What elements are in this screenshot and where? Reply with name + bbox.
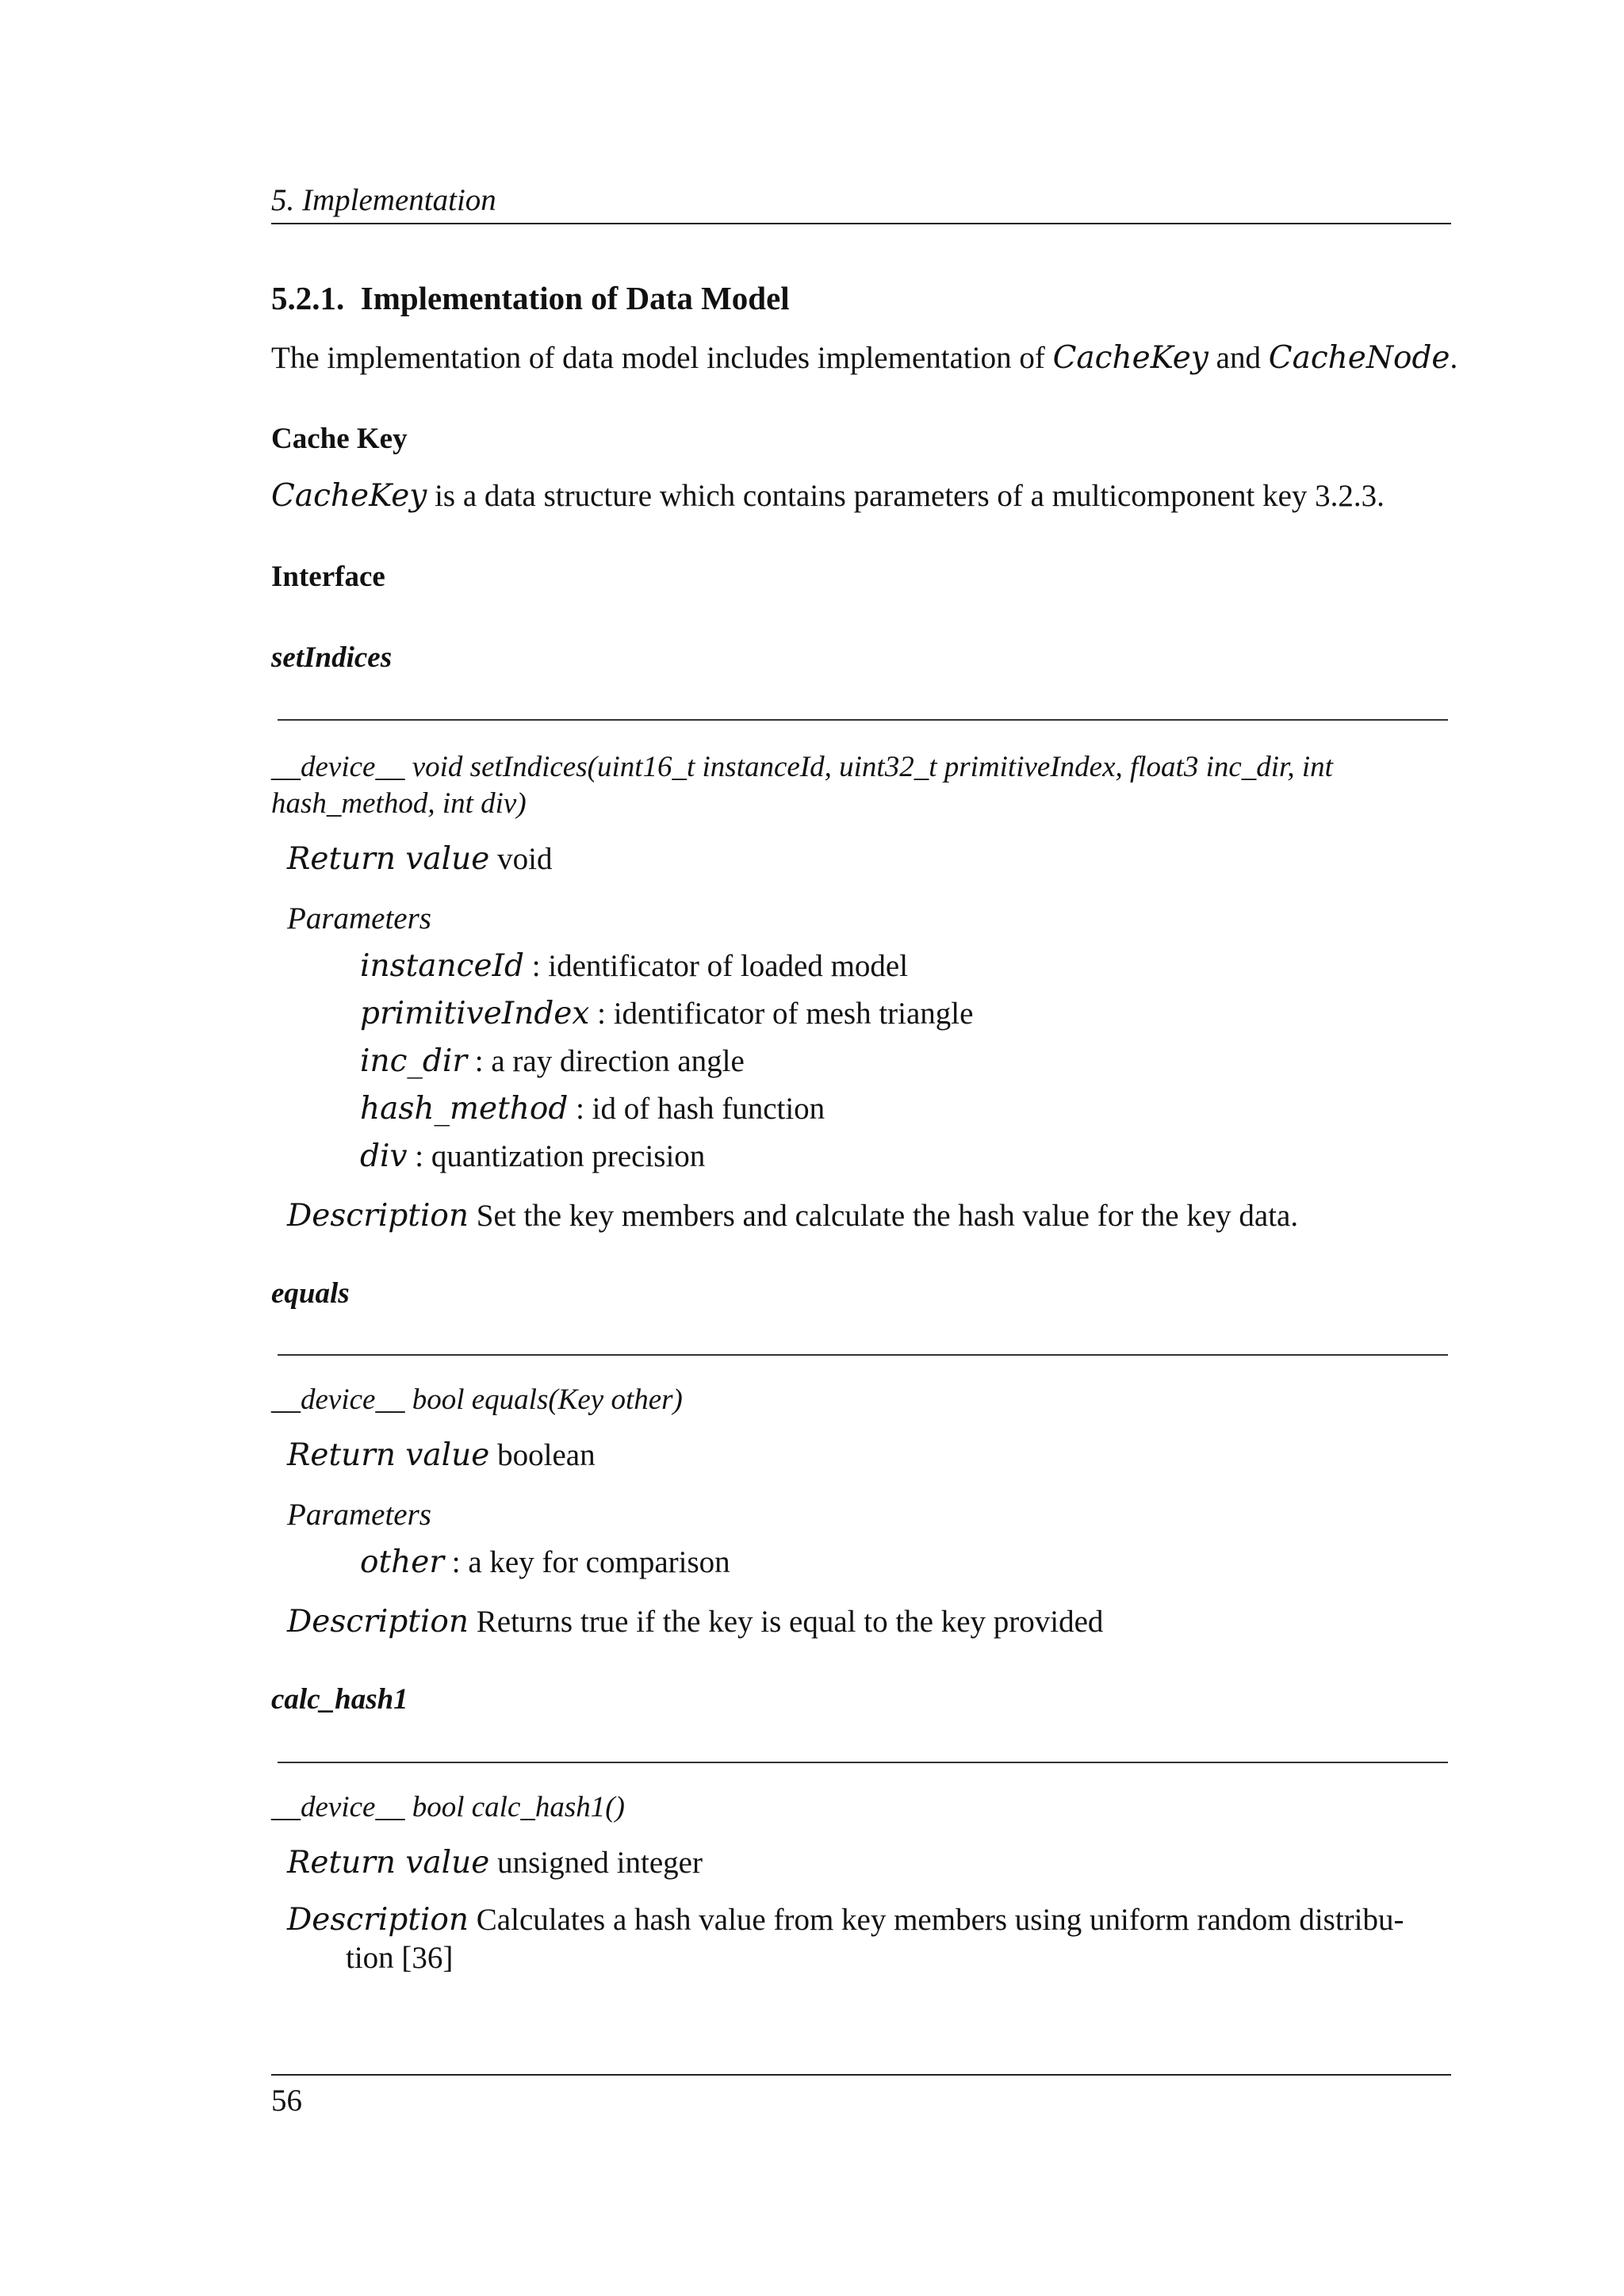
description-label: Description: [287, 1902, 469, 1938]
return-value: void: [497, 842, 553, 876]
function-rule: [278, 1354, 1448, 1356]
function-heading-calc-hash1: calc_hash1: [271, 1683, 408, 1716]
section-number: 5.2.1.: [271, 280, 345, 316]
parameters-label: Parameters: [287, 901, 431, 936]
cachekey-desc-text: is a data structure which contains parameters of a multicomponent key 3.2.3.: [427, 479, 1385, 513]
return-value-row: [287, 1844, 703, 1882]
signature-setindices-line2: hash_method, int div): [271, 787, 527, 820]
description-row: [287, 1197, 1298, 1235]
running-header: 5. Implementation: [271, 183, 496, 217]
param-row: [360, 1138, 705, 1176]
signature-setindices-line1: __device__ void setIndices(uint16_t instanceId, uint32_t primitiveIndex, float3 inc_dir, int: [271, 751, 1333, 783]
return-value: boolean: [497, 1438, 596, 1472]
description-text: Set the key members and calculate the hash value for the key data.: [476, 1199, 1299, 1233]
function-heading-equals: equals: [271, 1277, 350, 1310]
param-name: inc_dir: [360, 1043, 468, 1079]
param-desc: : identificator of loaded model: [523, 949, 909, 983]
param-desc: : a ray direction angle: [467, 1044, 745, 1078]
param-row: [360, 1043, 745, 1081]
return-value-label: Return value: [287, 1437, 490, 1473]
param-row: [360, 947, 908, 985]
intro-text: The implementation of data model includes implementation of: [271, 341, 1053, 375]
function-rule: [278, 719, 1448, 721]
param-desc: : quantization precision: [407, 1139, 706, 1173]
return-value: unsigned integer: [497, 1846, 703, 1880]
description-continuation: tion [36]: [346, 1941, 454, 1975]
param-name: primitiveIndex: [360, 996, 590, 1031]
section-title: Implementation of Data Model: [360, 280, 790, 316]
footer-rule: [271, 2074, 1451, 2076]
header-rule: [271, 223, 1451, 224]
function-rule: [278, 1762, 1448, 1763]
description-text: Returns true if the key is equal to the key provided: [476, 1605, 1104, 1639]
intro-cachekey: CacheKey: [1052, 340, 1208, 376]
param-row: [360, 1544, 730, 1582]
section-intro: [271, 339, 1457, 377]
param-desc: : a key for comparison: [444, 1545, 730, 1579]
param-name: instanceId: [360, 948, 524, 984]
description-label: Description: [287, 1198, 469, 1234]
param-name: hash_method: [360, 1091, 569, 1127]
description-label: Description: [287, 1604, 469, 1640]
return-value-row: [287, 1437, 596, 1475]
signature-equals: __device__ bool equals(Key other): [271, 1383, 683, 1416]
param-desc: : identificator of mesh triangle: [589, 997, 974, 1031]
return-value-label: Return value: [287, 841, 490, 877]
description-row: [287, 1603, 1103, 1641]
cache-key-description: [271, 477, 1385, 515]
function-heading-setindices: setIndices: [271, 641, 393, 674]
cache-key-heading: Cache Key: [271, 423, 408, 455]
return-value-label: Return value: [287, 1845, 490, 1881]
param-desc: : id of hash function: [568, 1092, 825, 1126]
cachekey-term: CacheKey: [271, 478, 427, 514]
return-value-row: [287, 840, 552, 878]
param-name: other: [360, 1544, 444, 1580]
description-text: Calculates a hash value from key members using uniform random distribu-: [476, 1903, 1404, 1937]
param-name: div: [360, 1138, 408, 1174]
signature-calc-hash1: __device__ bool calc_hash1(): [271, 1791, 625, 1823]
page-number: 56: [271, 2084, 302, 2118]
param-row: [360, 995, 973, 1033]
intro-end: .: [1450, 341, 1458, 375]
description-row: [287, 1901, 1404, 1939]
intro-and: and: [1208, 341, 1269, 375]
section-heading: [271, 279, 790, 317]
interface-heading: Interface: [271, 561, 385, 593]
intro-cachenode: CacheNode: [1268, 340, 1450, 376]
parameters-label: Parameters: [287, 1498, 431, 1532]
param-row: [360, 1090, 825, 1128]
